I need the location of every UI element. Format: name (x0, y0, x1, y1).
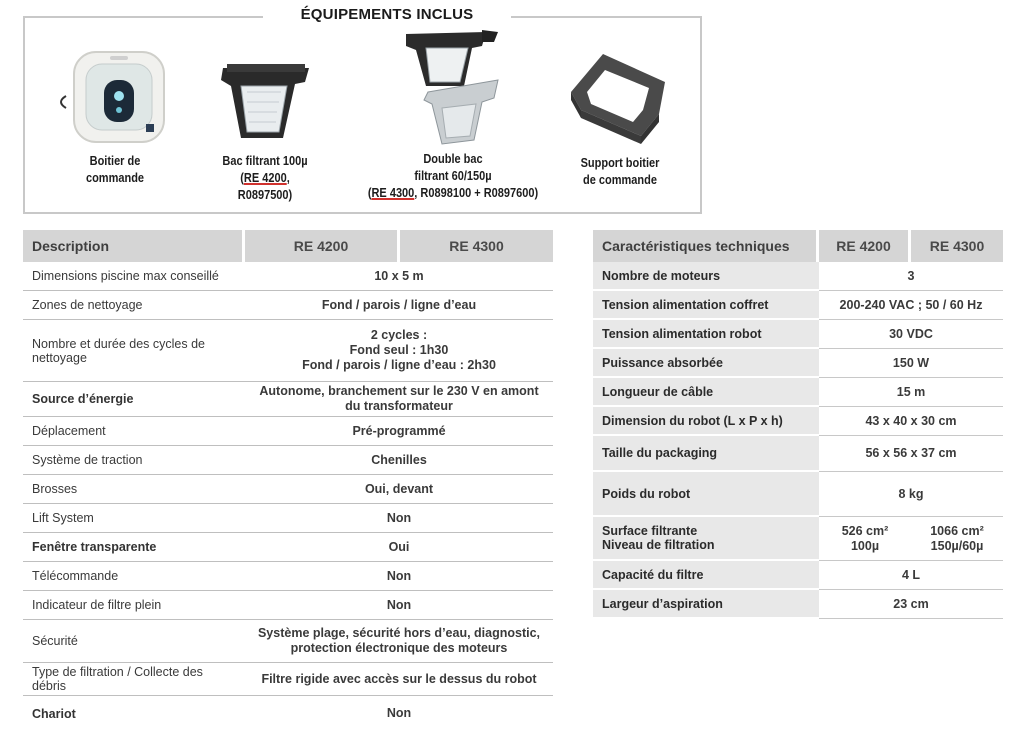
row-label: Longueur de câble (593, 378, 819, 407)
control-box-label-1: Boitier de (89, 154, 141, 168)
description-table (23, 230, 553, 729)
table-row (593, 349, 1003, 378)
equipment-item-double-filter-basket (343, 28, 563, 202)
row-label: Zones de nettoyage (23, 291, 245, 320)
filter-basket-label-2: (RE 4200, (240, 171, 290, 185)
row-value: 150 W (819, 349, 1003, 378)
table-row (23, 320, 553, 382)
header-re4300: RE 4300 (400, 230, 553, 262)
row-label: Taille du packaging (593, 436, 819, 472)
header-re4200: RE 4200 (245, 230, 400, 262)
filtration-level-label: Niveau de filtration (602, 538, 715, 552)
filtration-re4200 (819, 517, 911, 561)
table-row (593, 436, 1003, 472)
row-value: 4 L (819, 561, 1003, 590)
header-description: Description (23, 230, 245, 262)
row-value: 200-240 VAC ; 50 / 60 Hz (819, 291, 1003, 320)
surface-label: Surface filtrante (602, 524, 698, 538)
control-box-image (60, 46, 170, 148)
row-label: Poids du robot (593, 472, 819, 517)
row-label: Fenêtre transparente (23, 533, 245, 562)
row-value: Fond / parois / ligne d’eau (245, 291, 553, 320)
row-label: Dimensions piscine max conseillé (23, 262, 245, 291)
table-row-filtration (593, 517, 1003, 561)
table-row (23, 291, 553, 320)
table-row (593, 262, 1003, 291)
header-re4200-tech: RE 4200 (819, 230, 911, 262)
level-re4200: 100µ (850, 538, 880, 553)
double-filter-label-2: filtrant 60/150µ (414, 169, 492, 183)
row-value: Non (245, 696, 553, 729)
double-filter-basket-image (398, 28, 508, 146)
table-row (593, 561, 1003, 590)
row-label: Sécurité (23, 620, 245, 663)
row-value: 56 x 56 x 37 cm (819, 436, 1003, 472)
double-filter-label-1: Double bac (423, 152, 483, 166)
double-filter-ref: RE 4300 (371, 186, 415, 200)
table-row (593, 378, 1003, 407)
row-value: Non (245, 504, 553, 533)
row-label: Tension alimentation coffret (593, 291, 819, 320)
row-label: Capacité du filtre (593, 561, 819, 590)
table-row (593, 472, 1003, 517)
table-row (23, 417, 553, 446)
table-row (23, 591, 553, 620)
row-label: Dimension du robot (L x P x h) (593, 407, 819, 436)
row-value: 15 m (819, 378, 1003, 407)
row-value: Filtre rigide avec accès sur le dessus du robot (245, 663, 553, 696)
row-label: Tension alimentation robot (593, 320, 819, 349)
row-value: Autonome, branchement sur le 230 V en amont du transformateur (245, 382, 553, 417)
row-label: Nombre de moteurs (593, 262, 819, 291)
equipment-item-control-box-stand (555, 48, 685, 189)
row-value: Oui, devant (245, 475, 553, 504)
table-row (23, 504, 553, 533)
row-label: Système de traction (23, 446, 245, 475)
table-row (23, 696, 553, 729)
filter-basket-image (217, 62, 313, 148)
stand-label-1: Support boitier (580, 156, 660, 170)
row-value: Non (245, 591, 553, 620)
equipment-title: ÉQUIPEMENTS INCLUS (263, 6, 511, 32)
row-value: 3 (819, 262, 1003, 291)
row-value: 2 cycles : Fond seul : 1h30 Fond / parois / ligne d’eau : 2h30 (245, 320, 553, 382)
row-label: Brosses (23, 475, 245, 504)
row-value: Oui (245, 533, 553, 562)
row-label: Largeur d’aspiration (593, 590, 819, 619)
row-value: Pré-programmé (245, 417, 553, 446)
row-label: Chariot (23, 696, 245, 729)
technical-table-header (593, 230, 1003, 262)
row-label: Puissance absorbée (593, 349, 819, 378)
stand-label-2: de commande (583, 173, 657, 187)
included-equipment-panel (23, 6, 702, 214)
row-label: Type de filtration / Collecte des débris (23, 663, 245, 696)
row-label: Lift System (23, 504, 245, 533)
surface-re4200: 526 cm² (841, 523, 889, 538)
double-filter-label-3: (RE 4300, R0898100 + R0897600) (367, 186, 539, 200)
level-re4300: 150µ/60µ (930, 538, 984, 553)
filter-basket-label-3: R0897500) (237, 188, 293, 202)
row-value: 23 cm (819, 590, 1003, 619)
table-row (593, 590, 1003, 619)
filter-basket-ref: RE 4200 (243, 171, 287, 185)
table-row (593, 320, 1003, 349)
row-value: 10 x 5 m (245, 262, 553, 291)
row-value: 43 x 40 x 30 cm (819, 407, 1003, 436)
table-row (23, 446, 553, 475)
table-row (23, 475, 553, 504)
row-value: Non (245, 562, 553, 591)
control-box-stand-image (563, 48, 677, 150)
table-row (23, 663, 553, 696)
filtration-labels (593, 517, 819, 561)
table-row (593, 407, 1003, 436)
row-label: Nombre et durée des cycles de nettoyage (23, 320, 245, 382)
surface-re4300: 1066 cm² (930, 523, 984, 538)
header-re4300-tech: RE 4300 (911, 230, 1003, 262)
row-value: Système plage, sécurité hors d’eau, diagnostic, protection électronique des moteurs (245, 620, 553, 663)
description-table-header (23, 230, 553, 262)
table-row (23, 262, 553, 291)
table-row (23, 620, 553, 663)
equipment-item-filter-basket (195, 62, 335, 204)
filter-basket-label-1: Bac filtrant 100µ (222, 154, 308, 168)
table-row (23, 533, 553, 562)
table-row (593, 291, 1003, 320)
row-value: Chenilles (245, 446, 553, 475)
table-row (23, 382, 553, 417)
control-box-label-2: commande (85, 171, 145, 185)
row-label: Source d’énergie (23, 382, 245, 417)
header-characteristics: Caractéristiques techniques (593, 230, 819, 262)
table-row (23, 562, 553, 591)
technical-characteristics-table (593, 230, 1003, 619)
row-label: Déplacement (23, 417, 245, 446)
row-label: Indicateur de filtre plein (23, 591, 245, 620)
row-label: Télécommande (23, 562, 245, 591)
row-value: 30 VDC (819, 320, 1003, 349)
row-value: 8 kg (819, 472, 1003, 517)
equipment-item-control-box (55, 46, 175, 187)
filtration-re4300 (911, 517, 1003, 561)
